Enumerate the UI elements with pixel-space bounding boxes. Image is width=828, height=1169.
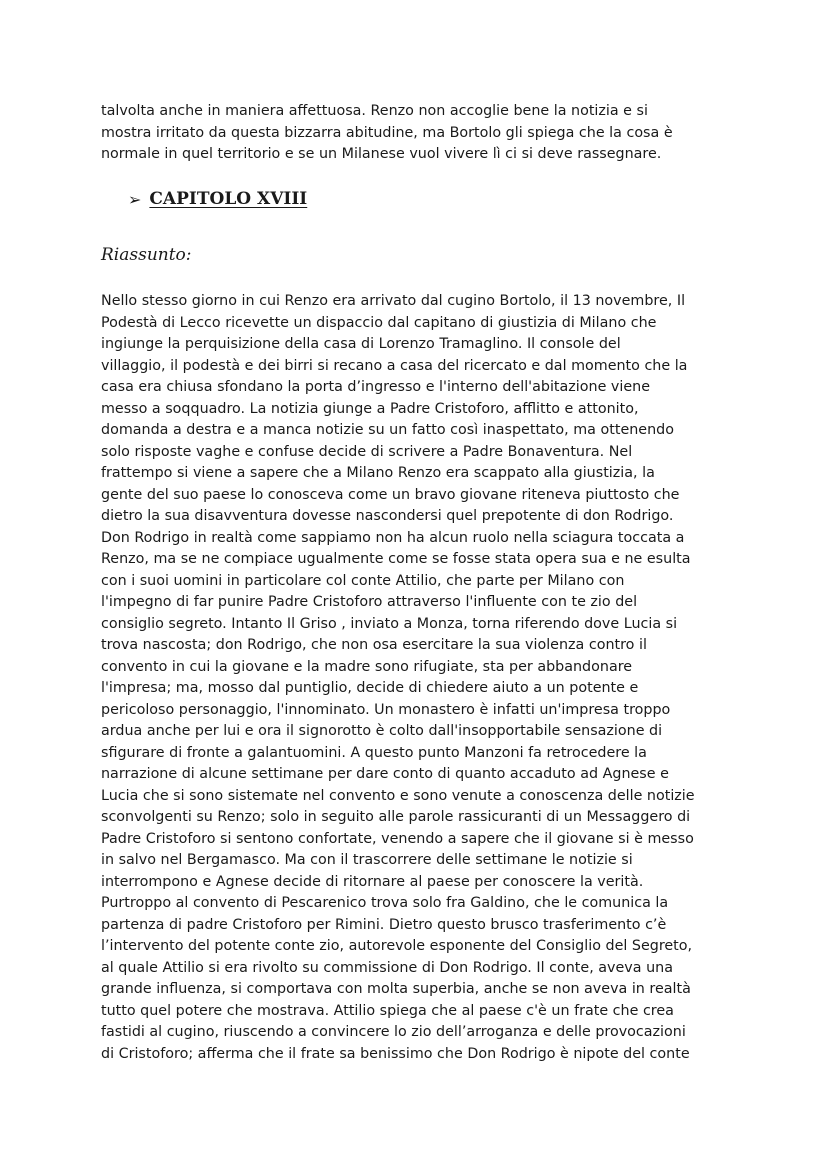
summary-line: Nello stesso giorno in cui Renzo era arrivato dal cugino Bortolo, il 13 novembre, Il — [101, 293, 686, 309]
summary-line: sfigurare di fronte a galantuomini. A questo punto Manzoni fa retrocedere la — [101, 744, 647, 761]
summary-line: Renzo, ma se ne compiace ugualmente come se fosse stata opera sua e ne esulta — [101, 551, 691, 567]
summary-line: l'impresa; ma, mosso dal puntiglio, decide di chiedere aiuto a un potente e — [101, 680, 639, 696]
summary-line: frattempo si viene a sapere che a Milano Renzo era scappato alla giustizia, la — [101, 465, 655, 481]
summary-line: solo risposte vaghe e confuse decide di scrivere a Padre Bonaventura. Nel — [101, 443, 633, 460]
summary-line: con i suoi uomini in particolare col conte Attilio, che parte per Milano con — [101, 572, 625, 589]
summary-line: domanda a destra e a manca notizie su un fatto così inaspettato, ma ottenendo — [101, 422, 674, 438]
summary-line: convento in cui la giovane e la madre sono rifugiate, sta per abbandonare — [101, 658, 633, 675]
summary-line: grande influenza, si comportava con molta superbia, anche se non aveva in realtà — [101, 981, 691, 997]
summary-line: villaggio, il podestà e dei birri si recano a casa del ricercato e dal momento che la — [101, 357, 688, 374]
summary-line: narrazione di alcune settimane per dare conto di quanto accaduto ad Agnese e — [101, 766, 669, 782]
chapter-title: CAPITOLO XVIII — [149, 189, 308, 209]
intro-line: mostra irritato da questa bizzarra abitudine, ma Bortolo gli spiega che la cosa è — [101, 124, 673, 141]
summary-line: trova nascosta; don Rodrigo, che non osa esercitare la sua violenza contro il — [101, 637, 647, 653]
summary-line: messo a soqquadro. La notizia giunge a Padre Cristoforo, afflitto e attonito, — [101, 400, 639, 417]
summary-line: Purtroppo al convento di Pescarenico trova solo fra Galdino, che le comunica la — [101, 895, 669, 911]
summary-line: di Cristoforo; afferma che il frate sa benissimo che Don Rodrigo è nipote del conte — [101, 1045, 690, 1062]
summary-line: Don Rodrigo in realtà come sappiamo non ha alcun ruolo nella sciagura toccata a — [101, 529, 685, 546]
summary-line: l'impegno di far punire Padre Cristoforo attraverso l'influente con te zio del — [101, 594, 638, 610]
summary-line: tutto quel potere che mostrava. Attilio spiega che al paese c'è un frate che crea — [101, 1002, 674, 1019]
summary-line: pericoloso personaggio, l'innominato. Un monastero è infatti un'impresa troppo — [101, 701, 671, 718]
summary-line: sconvolgenti su Renzo; solo in seguito alle parole rassicuranti di un Messaggero di — [101, 809, 691, 825]
summary-line: casa era chiusa sfondano la porta d’ingresso e l'interno dell'abitazione viene — [101, 379, 650, 395]
summary-line: fastidi al cugino, riuscendo a convincere lo zio dell’arroganza e delle provocazioni — [101, 1024, 686, 1040]
summary-line: interrompono e Agnese decide di ritornare al paese per conoscere la verità. — [101, 873, 644, 890]
summary-line: partenza di padre Cristoforo per Rimini. Dietro questo brusco trasferimento c’è — [101, 916, 667, 933]
summary-line: Lucia che si sono sistemate nel convento e sono venute a conoscenza delle notizie — [101, 787, 695, 804]
intro-line: talvolta anche in maniera affettuosa. Renzo non accoglie bene la notizia e si — [101, 103, 648, 119]
summary-line: gente del suo paese lo conosceva come un bravo giovane riteneva piuttosto che — [101, 486, 680, 503]
summary-heading: Riassunto: — [101, 245, 192, 265]
chapter-heading — [128, 189, 307, 209]
summary-line: l’intervento del potente conte zio, autorevole esponente del Consiglio del Segreto, — [101, 938, 693, 954]
summary-line: ingiunge la perquisizione della casa di Lorenzo Tramaglino. Il console del — [101, 336, 621, 352]
summary-line: in salvo nel Bergamasco. Ma con il trascorrere delle settimane le notizie si — [101, 852, 633, 868]
summary-line: dietro la sua disavventura dovesse nascondersi quel prepotente di don Rodrigo. — [101, 508, 674, 524]
summary-line: consiglio segreto. Intanto Il Griso , inviato a Monza, torna riferendo dove Lucia si — [101, 615, 678, 632]
arrow-bullet-icon: ➢ — [128, 189, 142, 209]
summary-line: al quale Attilio si era rivolto su commissione di Don Rodrigo. Il conte, aveva una — [101, 959, 673, 976]
summary-line: Padre Cristoforo si sentono confortate, venendo a sapere che il giovane si è messo — [101, 830, 694, 847]
summary-line: Podestà di Lecco ricevette un dispaccio dal capitano di giustizia di Milano che — [101, 314, 657, 331]
intro-paragraph — [101, 101, 741, 166]
summary-line: ardua anche per lui e ora il signorotto è colto dall'insopportabile sensazione di — [101, 723, 663, 739]
intro-line: normale in quel territorio e se un Milanese vuol vivere lì ci si deve rassegnare. — [101, 146, 662, 162]
summary-paragraph — [101, 291, 741, 1065]
